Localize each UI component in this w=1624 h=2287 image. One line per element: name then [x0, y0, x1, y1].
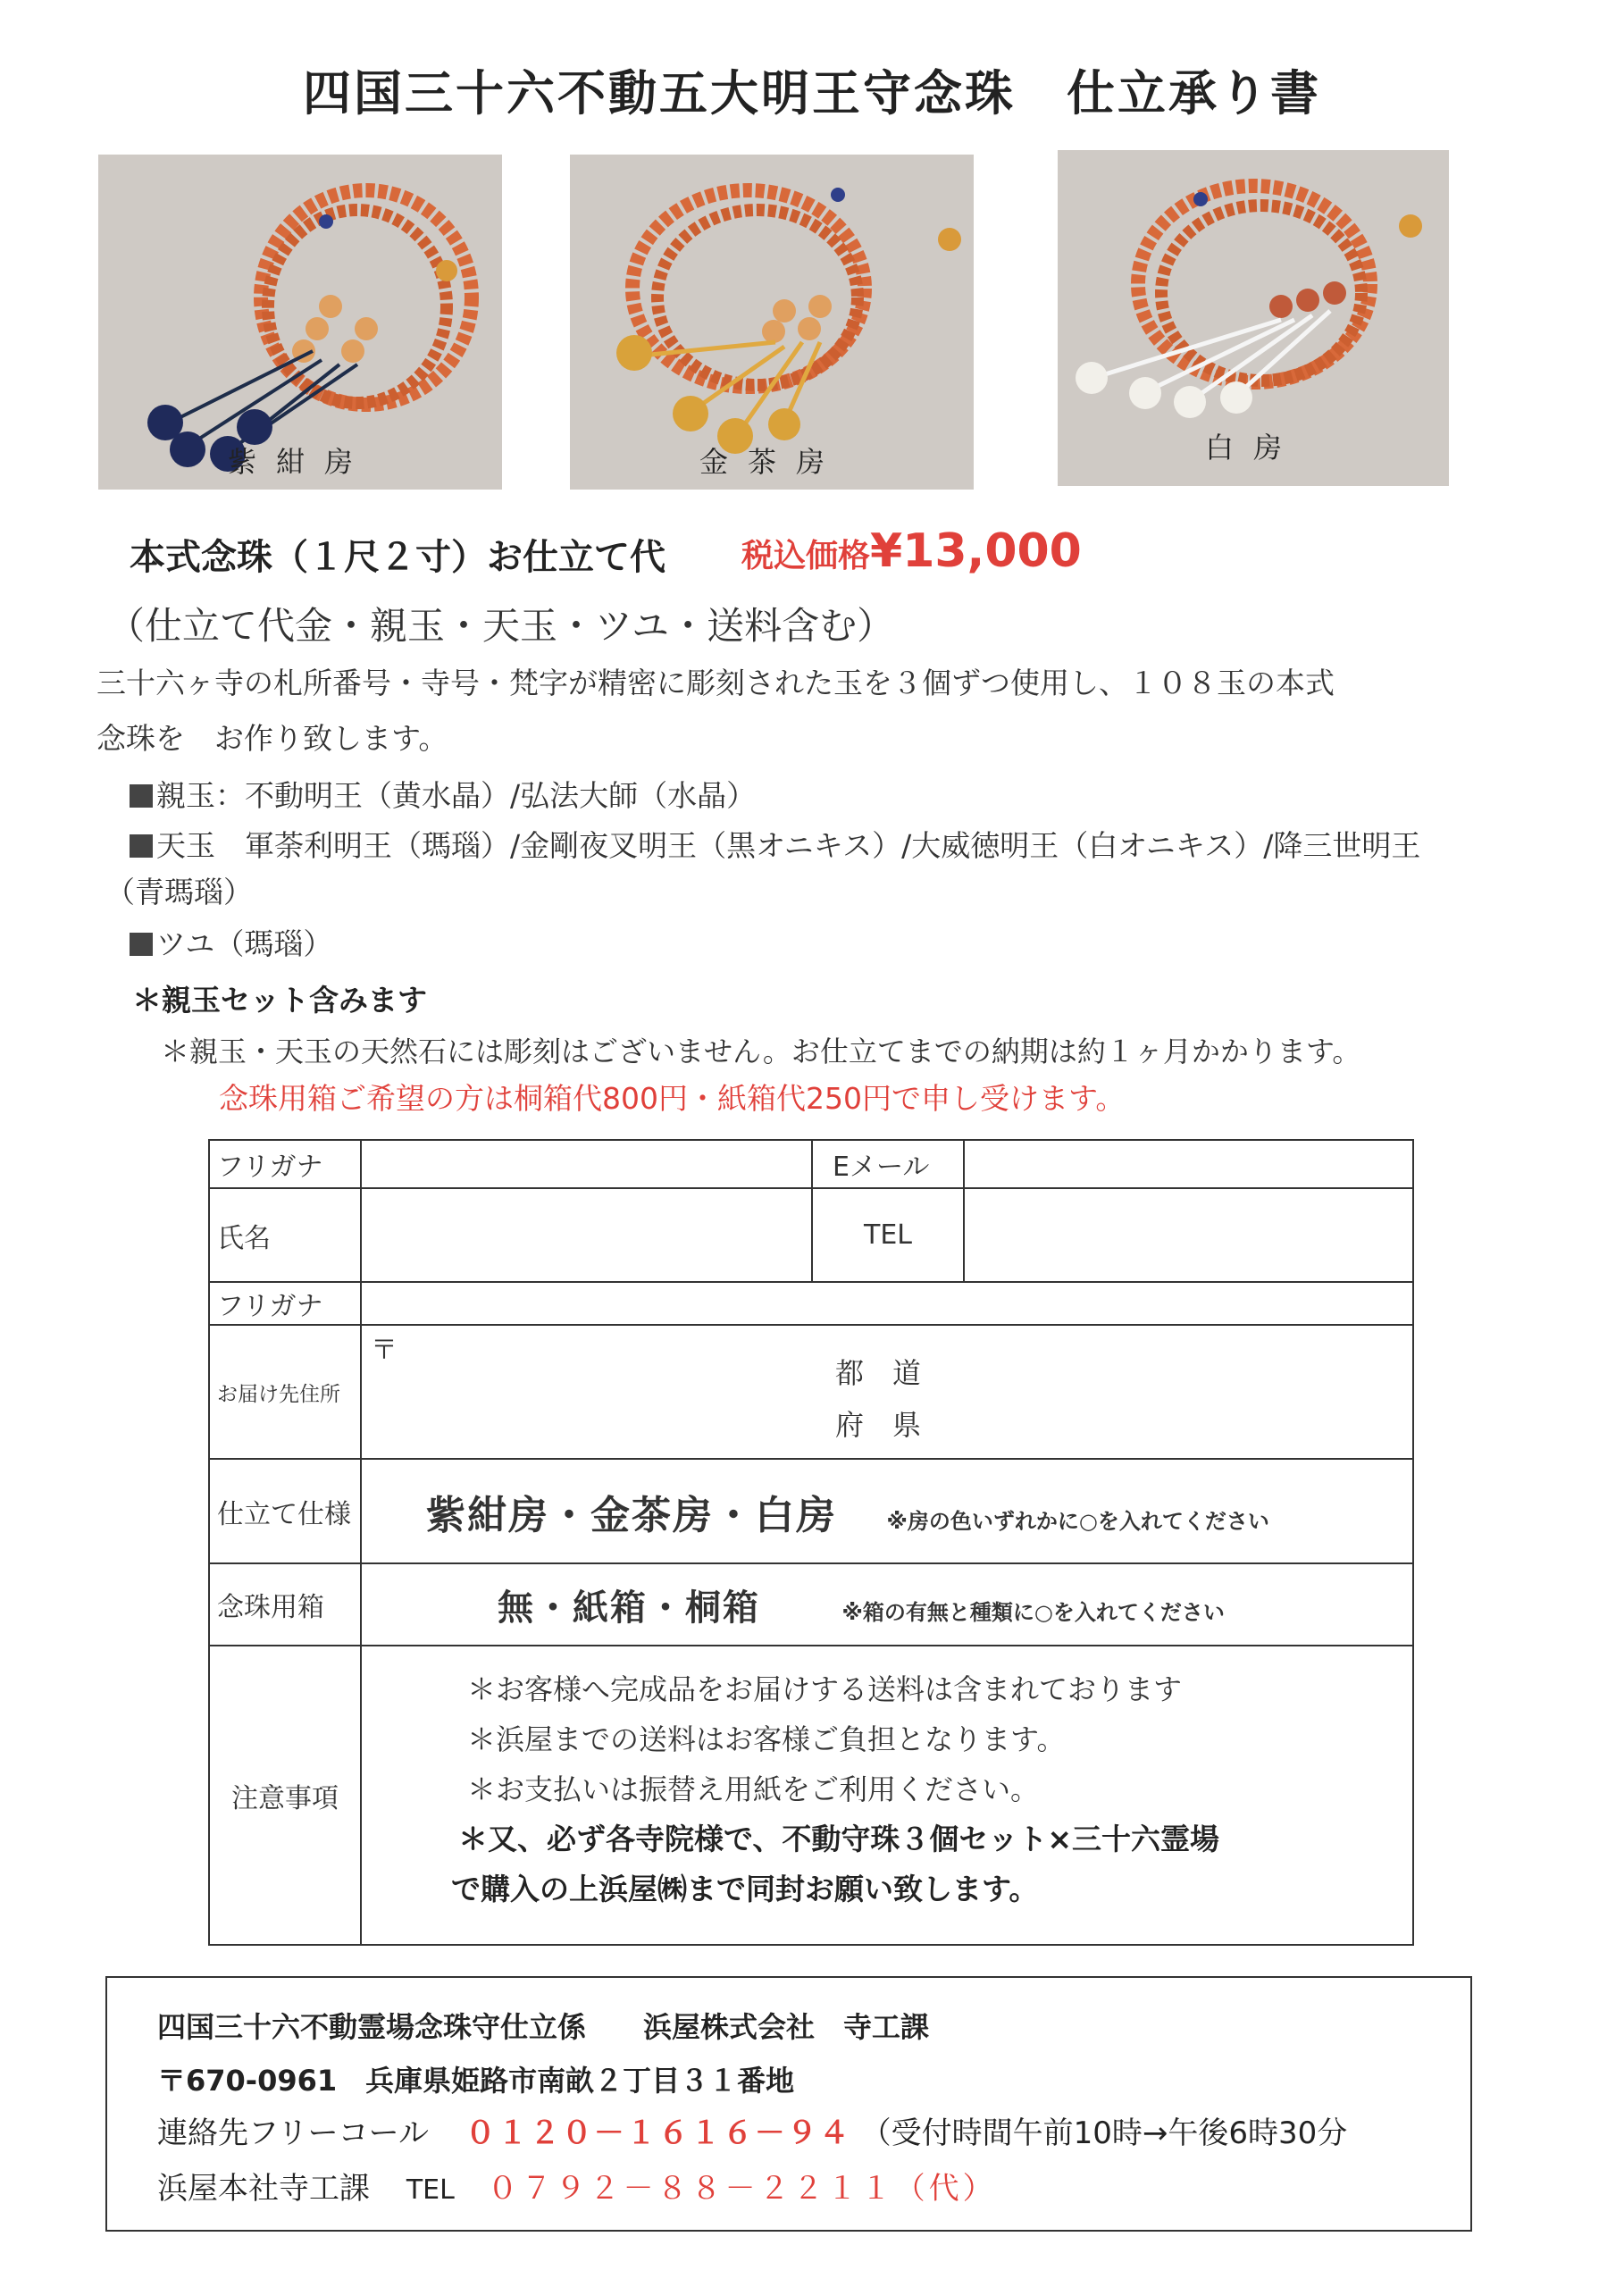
page-title: 四国三十六不動五大明王守念珠 仕立承り書: [303, 65, 1321, 121]
field-tel[interactable]: [964, 1188, 1413, 1282]
label-email: Eメール: [812, 1140, 964, 1188]
field-furigana-address[interactable]: [361, 1282, 1413, 1325]
hq-tel-number[interactable]: ０７９２－８８－２２１１（代）: [487, 2171, 997, 2207]
footer-address: 〒670-0961 兵庫県姫路市南畝２丁目３１番地: [157, 2064, 795, 2098]
field-name[interactable]: [361, 1188, 812, 1282]
field-spec[interactable]: [361, 1459, 1413, 1563]
bullet-text: 天玉 軍荼利明王（瑪瑙）/金剛夜叉明王（黒オニキス）/大威徳明王（白オニキス）/降三世明王: [156, 828, 1421, 863]
label-furigana: フリガナ: [209, 1140, 361, 1188]
business-hours: （受付時間午前10時→午後6時30分: [860, 2115, 1348, 2151]
note-box-price: 念珠用箱ご希望の方は桐箱代800円・紙箱代250円で申し受けます。: [219, 1081, 1126, 1116]
bullet-square: [130, 834, 153, 858]
note-set: ＊親玉セット含みます: [132, 983, 427, 1018]
order-form: [208, 1139, 1414, 1946]
photo-label: 白房: [1204, 431, 1302, 465]
tax-label: 税込価格: [741, 538, 871, 574]
bullet-text: 親玉：不動明王（黄水晶）/弘法大師（水晶）: [156, 778, 757, 813]
todo-label: 都 道: [835, 1356, 922, 1390]
field-box[interactable]: [361, 1563, 1413, 1646]
contact-box: [105, 1976, 1472, 2232]
bullet-text: ツユ（瑪瑙）: [156, 926, 333, 961]
footer-org: 四国三十六不動霊場念珠守仕立係 浜屋株式会社 寺工課: [157, 2010, 930, 2044]
price-tag: [741, 524, 1082, 578]
hq-label: 浜屋本社寺工課: [157, 2171, 370, 2207]
photo-shikon: [98, 155, 502, 490]
caution-content: [361, 1646, 1413, 1945]
label-furigana-address: フリガナ: [209, 1282, 361, 1325]
price-includes: （仕立て代金・親玉・天玉・ツユ・送料含む）: [107, 604, 895, 648]
caution-1: ＊お客様へ完成品をお届けする送料は含まれております: [467, 1672, 1183, 1706]
caution-4: ＊又、必ず各寺院様で、不動守珠３個セット×三十六霊場: [458, 1822, 1219, 1856]
photo-shiro: [1058, 150, 1449, 486]
field-address[interactable]: [361, 1325, 1413, 1459]
note-stones: ＊親玉・天玉の天然石には彫刻はございません。お仕立てまでの納期は約１ヶ月かかります。: [161, 1035, 1361, 1068]
spec-hint: ※房の色いずれかに○を入れてください: [886, 1508, 1269, 1534]
postal-mark: 〒: [371, 1335, 398, 1366]
photo-label: 紫紺房: [227, 445, 373, 479]
address-label-text: お届け先住所: [217, 1382, 340, 1406]
caution-5: で購入の上浜屋㈱まで同封お願い致します。: [451, 1872, 1039, 1906]
footer-freecall: [157, 2108, 1347, 2152]
field-email[interactable]: [964, 1140, 1413, 1188]
description-line1: 三十六ヶ寺の札所番号・寺号・梵字が精密に彫刻された玉を３個ずつ使用し、１０８玉の本式: [96, 666, 1335, 700]
spec-options[interactable]: 紫紺房・金茶房・白房: [426, 1492, 837, 1538]
label-name: 氏名: [209, 1188, 361, 1282]
label-box: 念珠用箱: [209, 1563, 361, 1646]
photo-kincha: [570, 155, 974, 490]
caution-2: ＊浜屋までの送料はお客様ご負担となります。: [467, 1722, 1066, 1756]
label-caution: 注意事項: [209, 1646, 361, 1945]
freecall-label: 連絡先フリーコール: [157, 2115, 429, 2151]
photo-label: 金茶房: [699, 445, 844, 479]
price-heading: 本式念珠（１尺２寸）お仕立て代: [130, 537, 666, 578]
label-spec: 仕立て仕様: [209, 1459, 361, 1563]
price-amount: ¥13,000: [870, 524, 1082, 578]
bullet-square: [130, 933, 153, 956]
description-line2: 念珠を お作り致します。: [96, 721, 448, 756]
bullet-tendama: [130, 827, 1420, 866]
tel-label: TEL: [406, 2174, 455, 2206]
bullet-tendama-cont: （青瑪瑙）: [105, 875, 253, 909]
bullet-square: [130, 784, 153, 808]
footer-hq-tel: [157, 2164, 997, 2207]
label-address: [209, 1325, 361, 1459]
freecall-number[interactable]: ０１２０－１６１６－９４: [465, 2115, 851, 2151]
label-tel: TEL: [812, 1188, 964, 1282]
box-hint: ※箱の有無と種類に○を入れてください: [841, 1599, 1225, 1625]
caution-3: ＊お支払いは振替え用紙をご利用ください。: [467, 1772, 1040, 1806]
bullet-oyadama: [130, 777, 756, 816]
box-options[interactable]: 無・紙箱・桐箱: [498, 1587, 760, 1629]
bullet-tsuyu: [130, 926, 332, 964]
fuken-label: 府 県: [835, 1408, 922, 1442]
field-furigana[interactable]: [361, 1140, 812, 1188]
